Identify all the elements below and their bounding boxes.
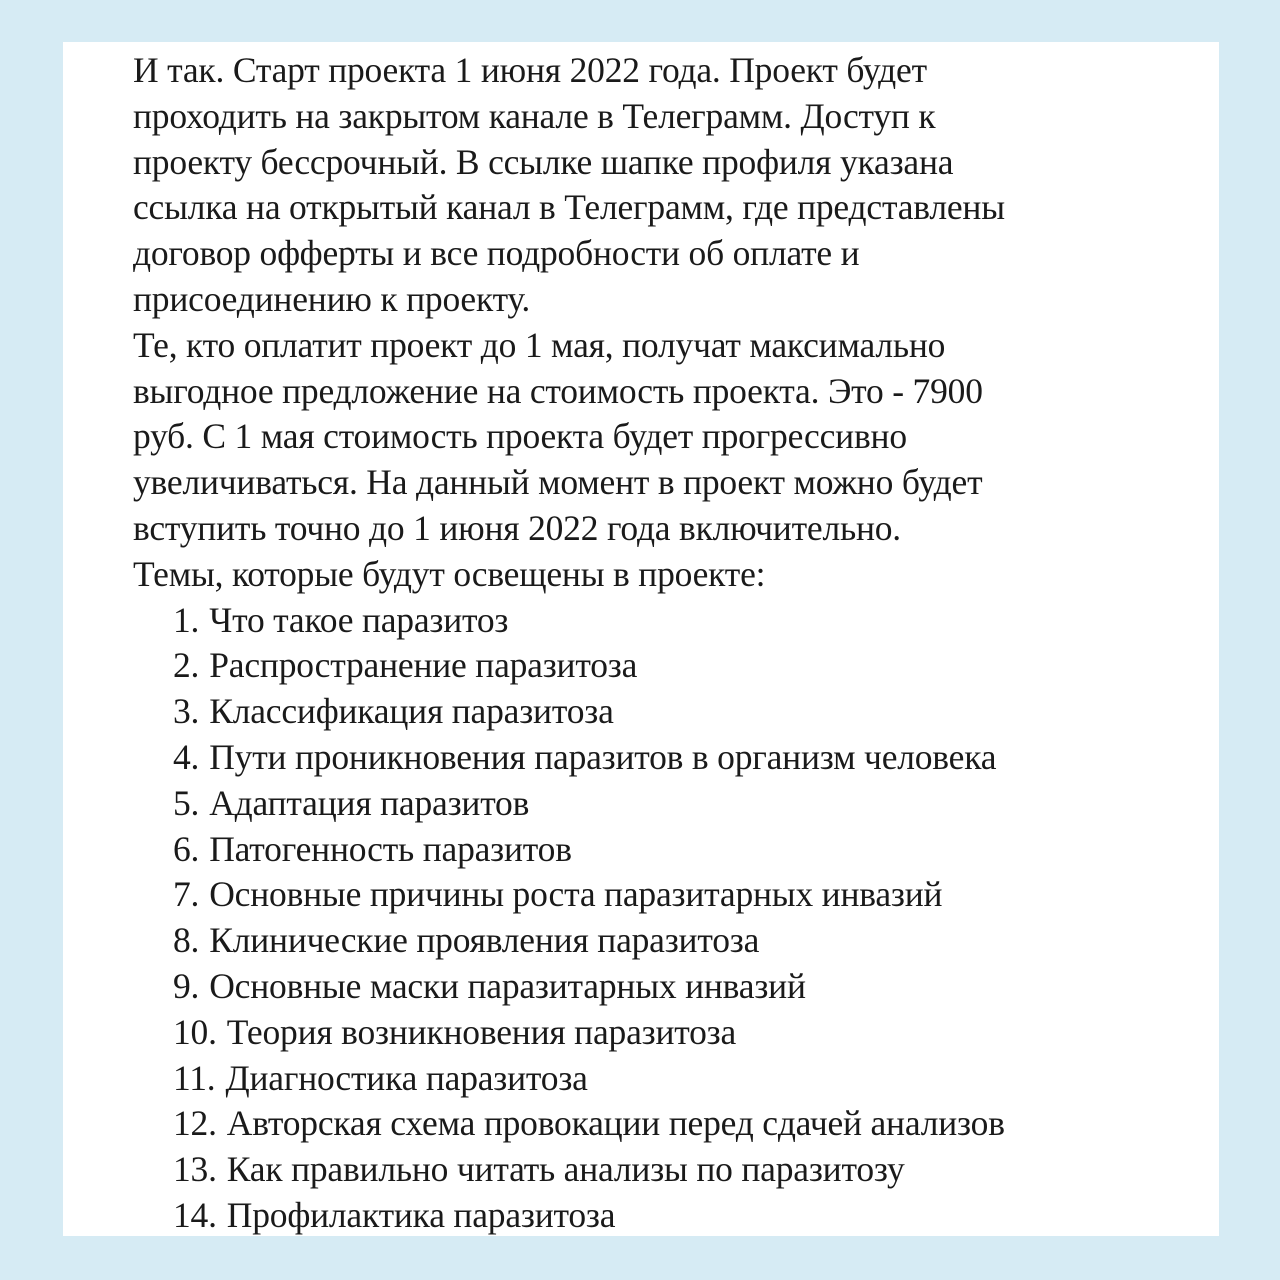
item-number: 1. [173, 599, 200, 640]
item-text: Патогенность паразитов [209, 828, 572, 869]
item-text: Пути проникновения паразитов в организм человека [209, 736, 997, 777]
item-text: Основные маски паразитарных инвазий [209, 965, 806, 1006]
item-text: Классификация паразитоза [209, 691, 614, 732]
item-number: 9. [173, 965, 200, 1006]
item-text: Профилактика паразитоза [226, 1194, 616, 1235]
item-number: 6. [173, 828, 200, 869]
text-line: ссылка на открытый канал в Телеграмм, где представлены [133, 187, 1005, 228]
item-text: Распространение паразитоза [209, 645, 638, 686]
item-number: 11. [173, 1057, 216, 1098]
list-item [133, 964, 1219, 1010]
list-item [133, 827, 1219, 873]
text-line: выгодное предложение на стоимость проекта. Это - 7900 [133, 370, 983, 411]
item-text: Основные причины роста паразитарных инвазий [209, 874, 943, 915]
item-number: 13. [173, 1149, 217, 1190]
document-card [63, 42, 1219, 1236]
item-number: 2. [173, 645, 200, 686]
item-number: 7. [173, 874, 200, 915]
item-number: 8. [173, 920, 200, 961]
intro-paragraph [133, 48, 1219, 323]
item-text: Адаптация паразитов [209, 782, 530, 823]
item-number: 5. [173, 782, 200, 823]
item-text: Что такое паразитоз [209, 599, 509, 640]
topics-list [133, 598, 1219, 1239]
text-line: увеличиваться. На данный момент в проект можно будет [133, 462, 983, 503]
text-line: вступить точно до 1 июня 2022 года включительно. [133, 507, 901, 548]
list-item [133, 1147, 1219, 1193]
pricing-paragraph [133, 323, 1219, 552]
item-text: Клинические проявления паразитоза [209, 920, 760, 961]
list-item [133, 598, 1219, 644]
list-item [133, 781, 1219, 827]
text-line: И так. Старт проекта 1 июня 2022 года. Проект будет [133, 50, 927, 90]
list-item [133, 918, 1219, 964]
item-text: Диагностика паразитоза [225, 1057, 588, 1098]
topics-heading [133, 552, 1219, 598]
list-item [133, 643, 1219, 689]
item-number: 12. [173, 1103, 217, 1144]
list-item [133, 735, 1219, 781]
item-text: Теория возникновения паразитоза [226, 1011, 737, 1052]
text-line: руб. С 1 мая стоимость проекта будет прогрессивно [133, 416, 907, 457]
item-text: Авторская схема провокации перед сдачей анализов [226, 1103, 1005, 1144]
item-number: 10. [173, 1011, 217, 1052]
item-text: Как правильно читать анализы по паразитозу [226, 1149, 905, 1190]
list-item [133, 1010, 1219, 1056]
item-number: 14. [173, 1194, 217, 1235]
text-line: проекту бессрочный. В ссылке шапке профиля указана [133, 141, 954, 182]
list-item [133, 1101, 1219, 1147]
list-item [133, 872, 1219, 918]
text-line: присоединению к проекту. [133, 278, 531, 319]
text-line: Те, кто оплатит проект до 1 мая, получат максимально [133, 324, 946, 365]
topics-heading-text: Темы, которые будут освещены в проекте: [133, 553, 766, 594]
text-line: договор офферты и все подробности об оплате и [133, 233, 860, 274]
item-number: 3. [173, 691, 200, 732]
list-item [133, 1056, 1219, 1102]
list-item [133, 1193, 1219, 1239]
list-item [133, 689, 1219, 735]
item-number: 4. [173, 736, 200, 777]
text-line: проходить на закрытом канале в Телеграмм. Доступ к [133, 95, 936, 136]
